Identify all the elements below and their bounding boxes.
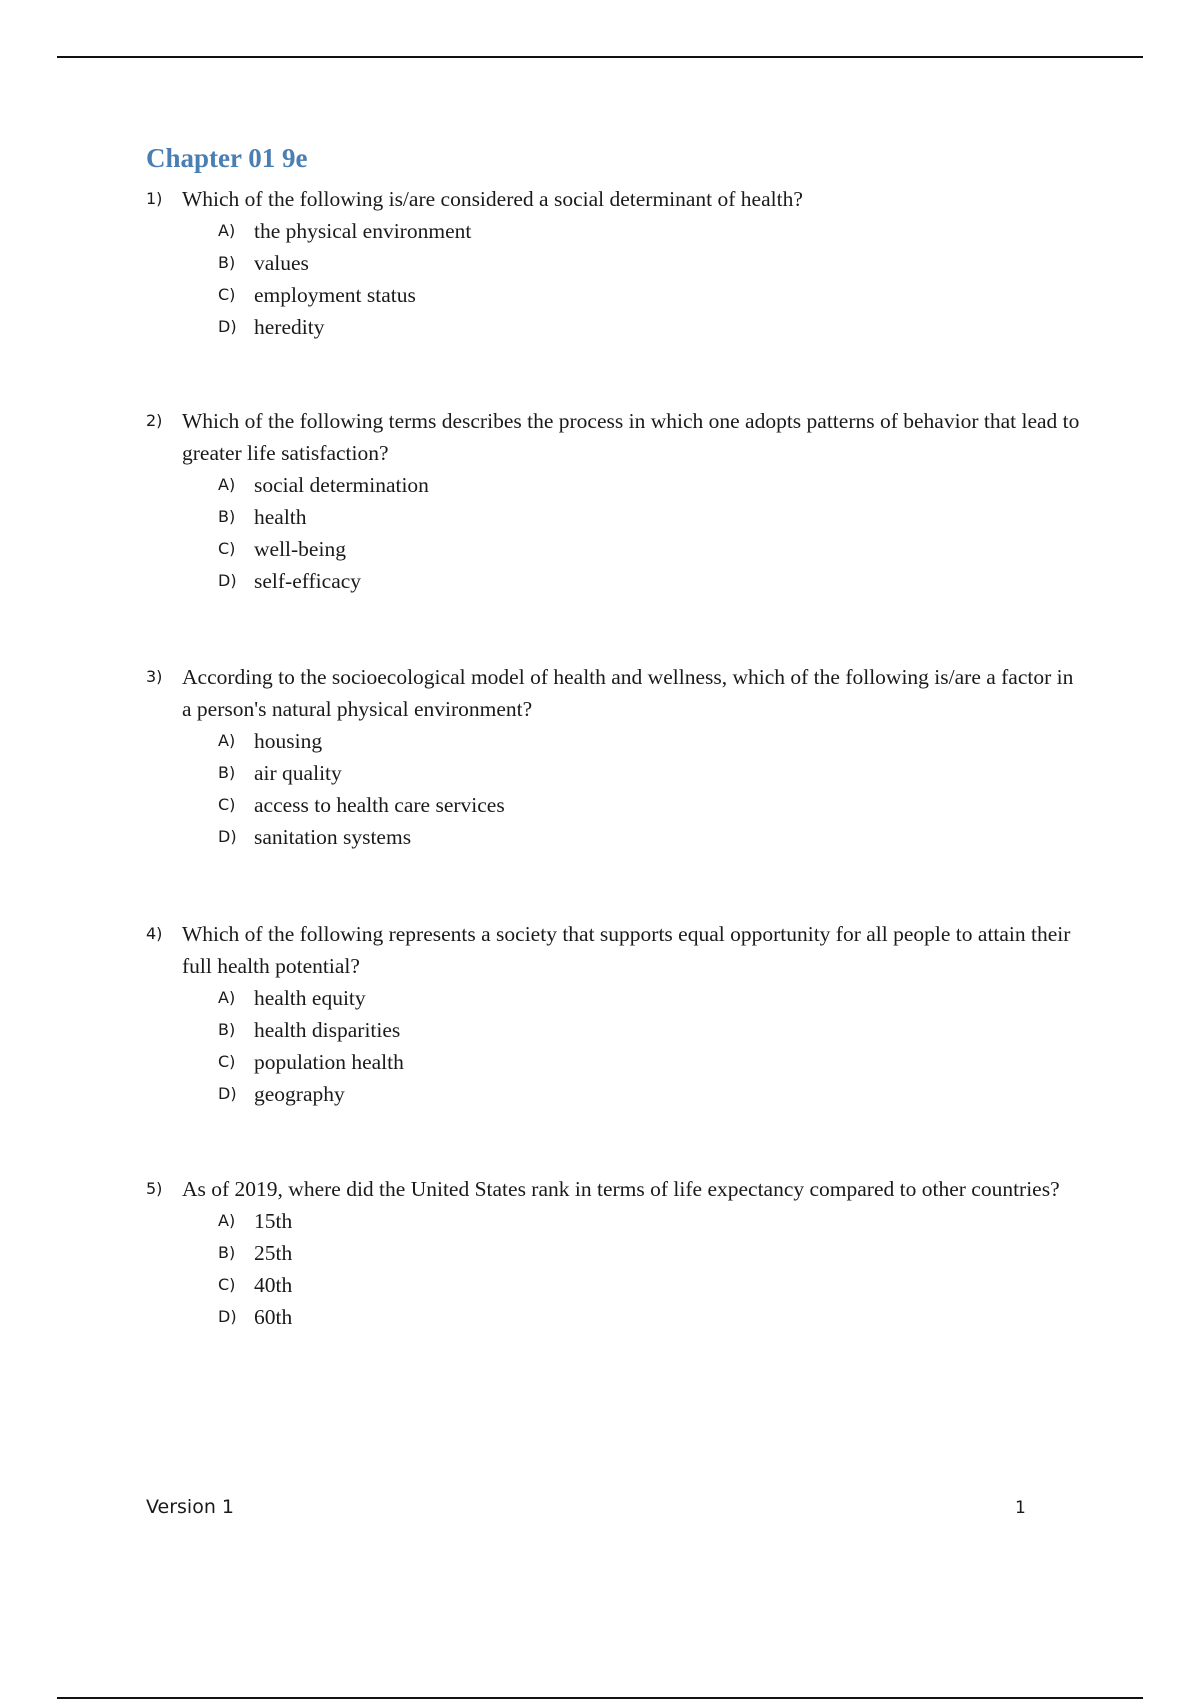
page-title: Chapter 01 9e: [146, 143, 308, 173]
option-text: geography: [254, 1082, 345, 1106]
footer-version: Version 1: [146, 1496, 234, 1518]
options-list: [218, 1205, 1086, 1333]
option-b: [218, 1237, 1086, 1269]
option-b: [218, 1014, 1086, 1046]
question-1: [146, 183, 1086, 343]
question-text: Which of the following is/are considered a social determinant of health?: [182, 187, 803, 211]
option-text: 60th: [254, 1305, 293, 1329]
option-text: employment status: [254, 283, 416, 307]
option-c: [218, 533, 1086, 565]
options-list: [218, 469, 1086, 597]
option-letter: C): [218, 1275, 236, 1294]
option-d: [218, 565, 1086, 597]
question-5: [146, 1173, 1086, 1333]
option-d: [218, 311, 1086, 343]
option-letter: C): [218, 285, 236, 304]
bottom-rule: [57, 1697, 1143, 1699]
option-d: [218, 1301, 1086, 1333]
question-text: According to the socioecological model of health and wellness, which of the following is/are a factor in a person's natural physical environment?: [182, 665, 1074, 721]
option-a: [218, 215, 1086, 247]
options-list: [218, 215, 1086, 343]
option-letter: D): [218, 1307, 237, 1326]
option-text: population health: [254, 1050, 404, 1074]
option-letter: A): [218, 475, 236, 494]
option-text: 25th: [254, 1241, 293, 1265]
question-number: 1): [146, 189, 163, 208]
top-rule: [57, 56, 1143, 58]
option-letter: D): [218, 827, 237, 846]
option-letter: C): [218, 795, 236, 814]
option-text: social determination: [254, 473, 429, 497]
option-text: values: [254, 251, 309, 275]
option-text: self-efficacy: [254, 569, 362, 593]
option-letter: D): [218, 1084, 237, 1103]
option-letter: B): [218, 763, 236, 782]
option-text: health disparities: [254, 1018, 401, 1042]
option-d: [218, 1078, 1086, 1110]
question-4: [146, 918, 1086, 1110]
option-b: [218, 247, 1086, 279]
option-b: [218, 501, 1086, 533]
option-text: heredity: [254, 315, 325, 339]
option-letter: B): [218, 253, 236, 272]
question-3: [146, 661, 1086, 853]
option-letter: A): [218, 988, 236, 1007]
option-text: access to health care services: [254, 793, 505, 817]
option-text: health equity: [254, 986, 366, 1010]
option-b: [218, 757, 1086, 789]
question-number: 3): [146, 667, 163, 686]
question-2: [146, 405, 1086, 597]
option-text: air quality: [254, 761, 342, 785]
option-text: the physical environment: [254, 219, 472, 243]
option-text: housing: [254, 729, 323, 753]
option-a: [218, 1205, 1086, 1237]
option-c: [218, 1269, 1086, 1301]
option-c: [218, 279, 1086, 311]
question-text: As of 2019, where did the United States rank in terms of life expectancy compared to other countries?: [182, 1177, 1060, 1201]
option-letter: B): [218, 1020, 236, 1039]
question-number: 5): [146, 1179, 163, 1198]
option-d: [218, 821, 1086, 853]
option-letter: C): [218, 539, 236, 558]
option-c: [218, 789, 1086, 821]
option-text: 40th: [254, 1273, 293, 1297]
options-list: [218, 982, 1086, 1110]
option-a: [218, 725, 1086, 757]
option-letter: D): [218, 317, 237, 336]
question-number: 4): [146, 924, 163, 943]
option-letter: B): [218, 507, 236, 526]
option-a: [218, 982, 1086, 1014]
options-list: [218, 725, 1086, 853]
option-c: [218, 1046, 1086, 1078]
option-text: health: [254, 505, 307, 529]
option-letter: C): [218, 1052, 236, 1071]
option-text: well-being: [254, 537, 346, 561]
option-letter: A): [218, 731, 236, 750]
footer-page-number: 1: [1015, 1498, 1026, 1518]
option-text: sanitation systems: [254, 825, 412, 849]
option-text: 15th: [254, 1209, 293, 1233]
question-text: Which of the following represents a society that supports equal opportunity for all people to attain their full health potential?: [182, 922, 1071, 978]
question-text: Which of the following terms describes the process in which one adopts patterns of behavior that lead to greater life satisfaction?: [182, 409, 1080, 465]
option-letter: A): [218, 221, 236, 240]
option-letter: B): [218, 1243, 236, 1262]
option-a: [218, 469, 1086, 501]
option-letter: D): [218, 571, 237, 590]
question-number: 2): [146, 411, 163, 430]
option-letter: A): [218, 1211, 236, 1230]
